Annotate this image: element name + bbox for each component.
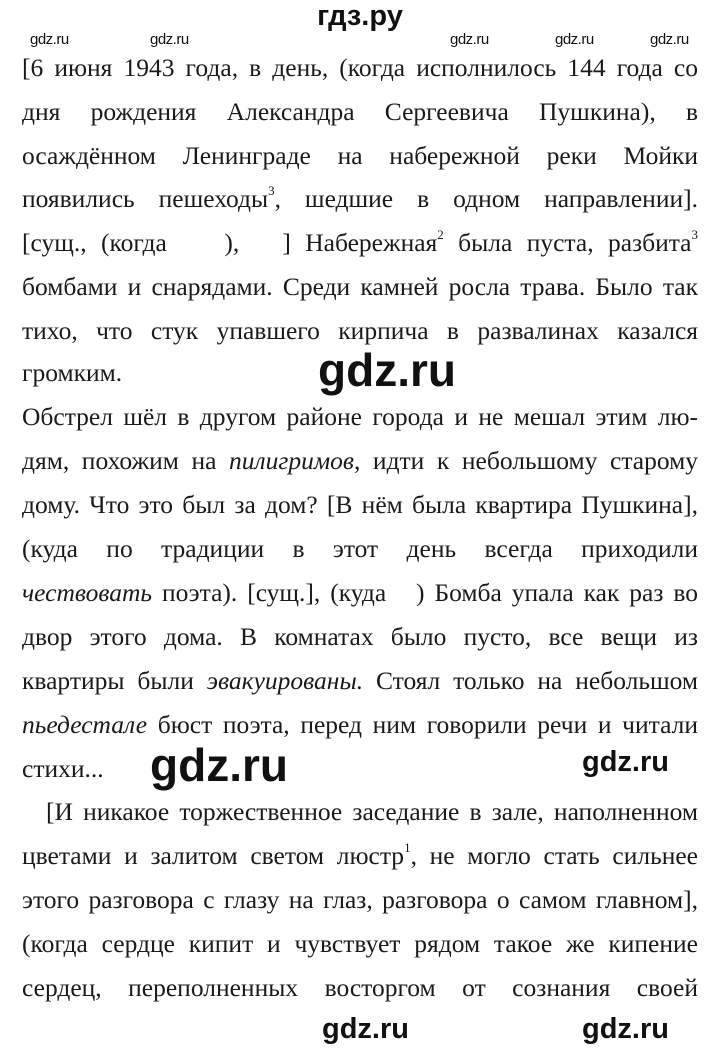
watermark-medium: gdz.ru — [582, 746, 669, 778]
text-segment: [сущ., (когда ), ] Набережная — [22, 228, 438, 257]
text-line — [22, 666, 698, 696]
text-segment: громким. — [22, 358, 123, 387]
watermark-large: gdz.ru — [150, 739, 288, 791]
footnote-superscript: 3 — [268, 183, 275, 198]
text-segment: Обстрел шёл в другом районе города и не мешал этим лю- — [22, 402, 698, 431]
text-line — [22, 841, 698, 871]
text-segment: квартиры были — [22, 666, 207, 695]
text-segment: , шедшие в одном направлении]. — [274, 184, 698, 213]
text-segment: цветами и залитом светом люстр — [22, 841, 405, 870]
text-segment: тихо, что стук упавшего кирпича в развалинах казался — [22, 316, 698, 345]
text-segment: дям, похожим на — [22, 446, 230, 475]
text-segment: (когда сердце кипит и чувствует рядом такое же кипение — [22, 929, 698, 958]
text-segment: поэта). [сущ.], (куда ) Бомба упала как раз во — [152, 578, 698, 607]
watermark-small: gdz.ru — [150, 31, 189, 48]
watermark-small: gdz.ru — [450, 31, 489, 48]
text-segment: (куда по традиции в этот день всегда приходили — [22, 534, 698, 563]
watermark-small: gdz.ru — [30, 31, 69, 48]
text-line — [22, 534, 698, 564]
text-line — [22, 316, 698, 346]
text-segment: бюст поэта, перед ним говорили речи и читали — [147, 710, 698, 739]
text-line — [22, 141, 698, 171]
watermark-small: gdz.ru — [650, 31, 689, 48]
text-line — [22, 446, 698, 476]
italic-term: пьедестале — [22, 710, 148, 739]
text-segment: появились пешеходы — [22, 184, 269, 213]
text-line — [22, 402, 698, 432]
text-segment: дому. Что это был за дом? [В нём была квартира Пушкина], — [22, 490, 698, 519]
text-line — [22, 228, 698, 258]
text-line — [22, 885, 698, 915]
text-segment: [6 июня 1943 года, в день, (когда исполнилось 144 года со — [22, 53, 698, 82]
text-segment: , не могло стать сильнее — [410, 841, 698, 870]
text-segment: дня рождения Александра Сергеевича Пушкина), в — [22, 97, 698, 126]
italic-term: чествовать — [22, 578, 153, 607]
watermark-bottom: gdz.ru — [322, 1013, 409, 1045]
text-line — [22, 184, 698, 214]
text-line — [22, 710, 698, 740]
text-line — [22, 929, 698, 959]
text-line — [22, 97, 698, 127]
watermark-small: gdz.ru — [555, 31, 594, 48]
text-segment: осаждённом Ленинграде на набережной реки Мойки — [22, 141, 698, 170]
text-line — [22, 53, 698, 83]
watermark-top: гдз.ру — [317, 0, 403, 32]
text-segment: идти к небольшому старому — [360, 446, 698, 475]
watermark-large: gdz.ru — [318, 344, 456, 396]
footnote-superscript: 3 — [691, 227, 698, 242]
text-segment: сердец, переполненных восторгом от сознания своей — [22, 973, 698, 1002]
text-line — [46, 797, 698, 827]
text-segment: [И никакое торжественное заседание в зале, наполненном — [46, 797, 698, 826]
text-line — [22, 973, 698, 1003]
text-segment: этого разговора с глазу на глаз, разговора о самом главном], — [22, 885, 698, 914]
text-line — [22, 272, 698, 302]
text-segment: Стоял только на небольшом — [363, 666, 698, 695]
text-line — [22, 490, 698, 520]
text-line — [22, 578, 698, 608]
footnote-superscript: 1 — [404, 840, 411, 855]
watermark-medium: gdz.ru — [582, 1013, 669, 1045]
text-segment: стихи... — [22, 754, 104, 783]
italic-term: эвакуированы. — [206, 666, 364, 695]
text-segment: была пуста, разбита — [443, 228, 692, 257]
text-segment: двор этого дома. В комнатах было пусто, все вещи из — [22, 622, 698, 651]
footnote-superscript: 2 — [437, 227, 444, 242]
text-line — [22, 622, 698, 652]
italic-term: пилигримов, — [229, 446, 361, 475]
text-segment: бомбами и снарядами. Среди камней росла трава. Было так — [22, 272, 698, 301]
